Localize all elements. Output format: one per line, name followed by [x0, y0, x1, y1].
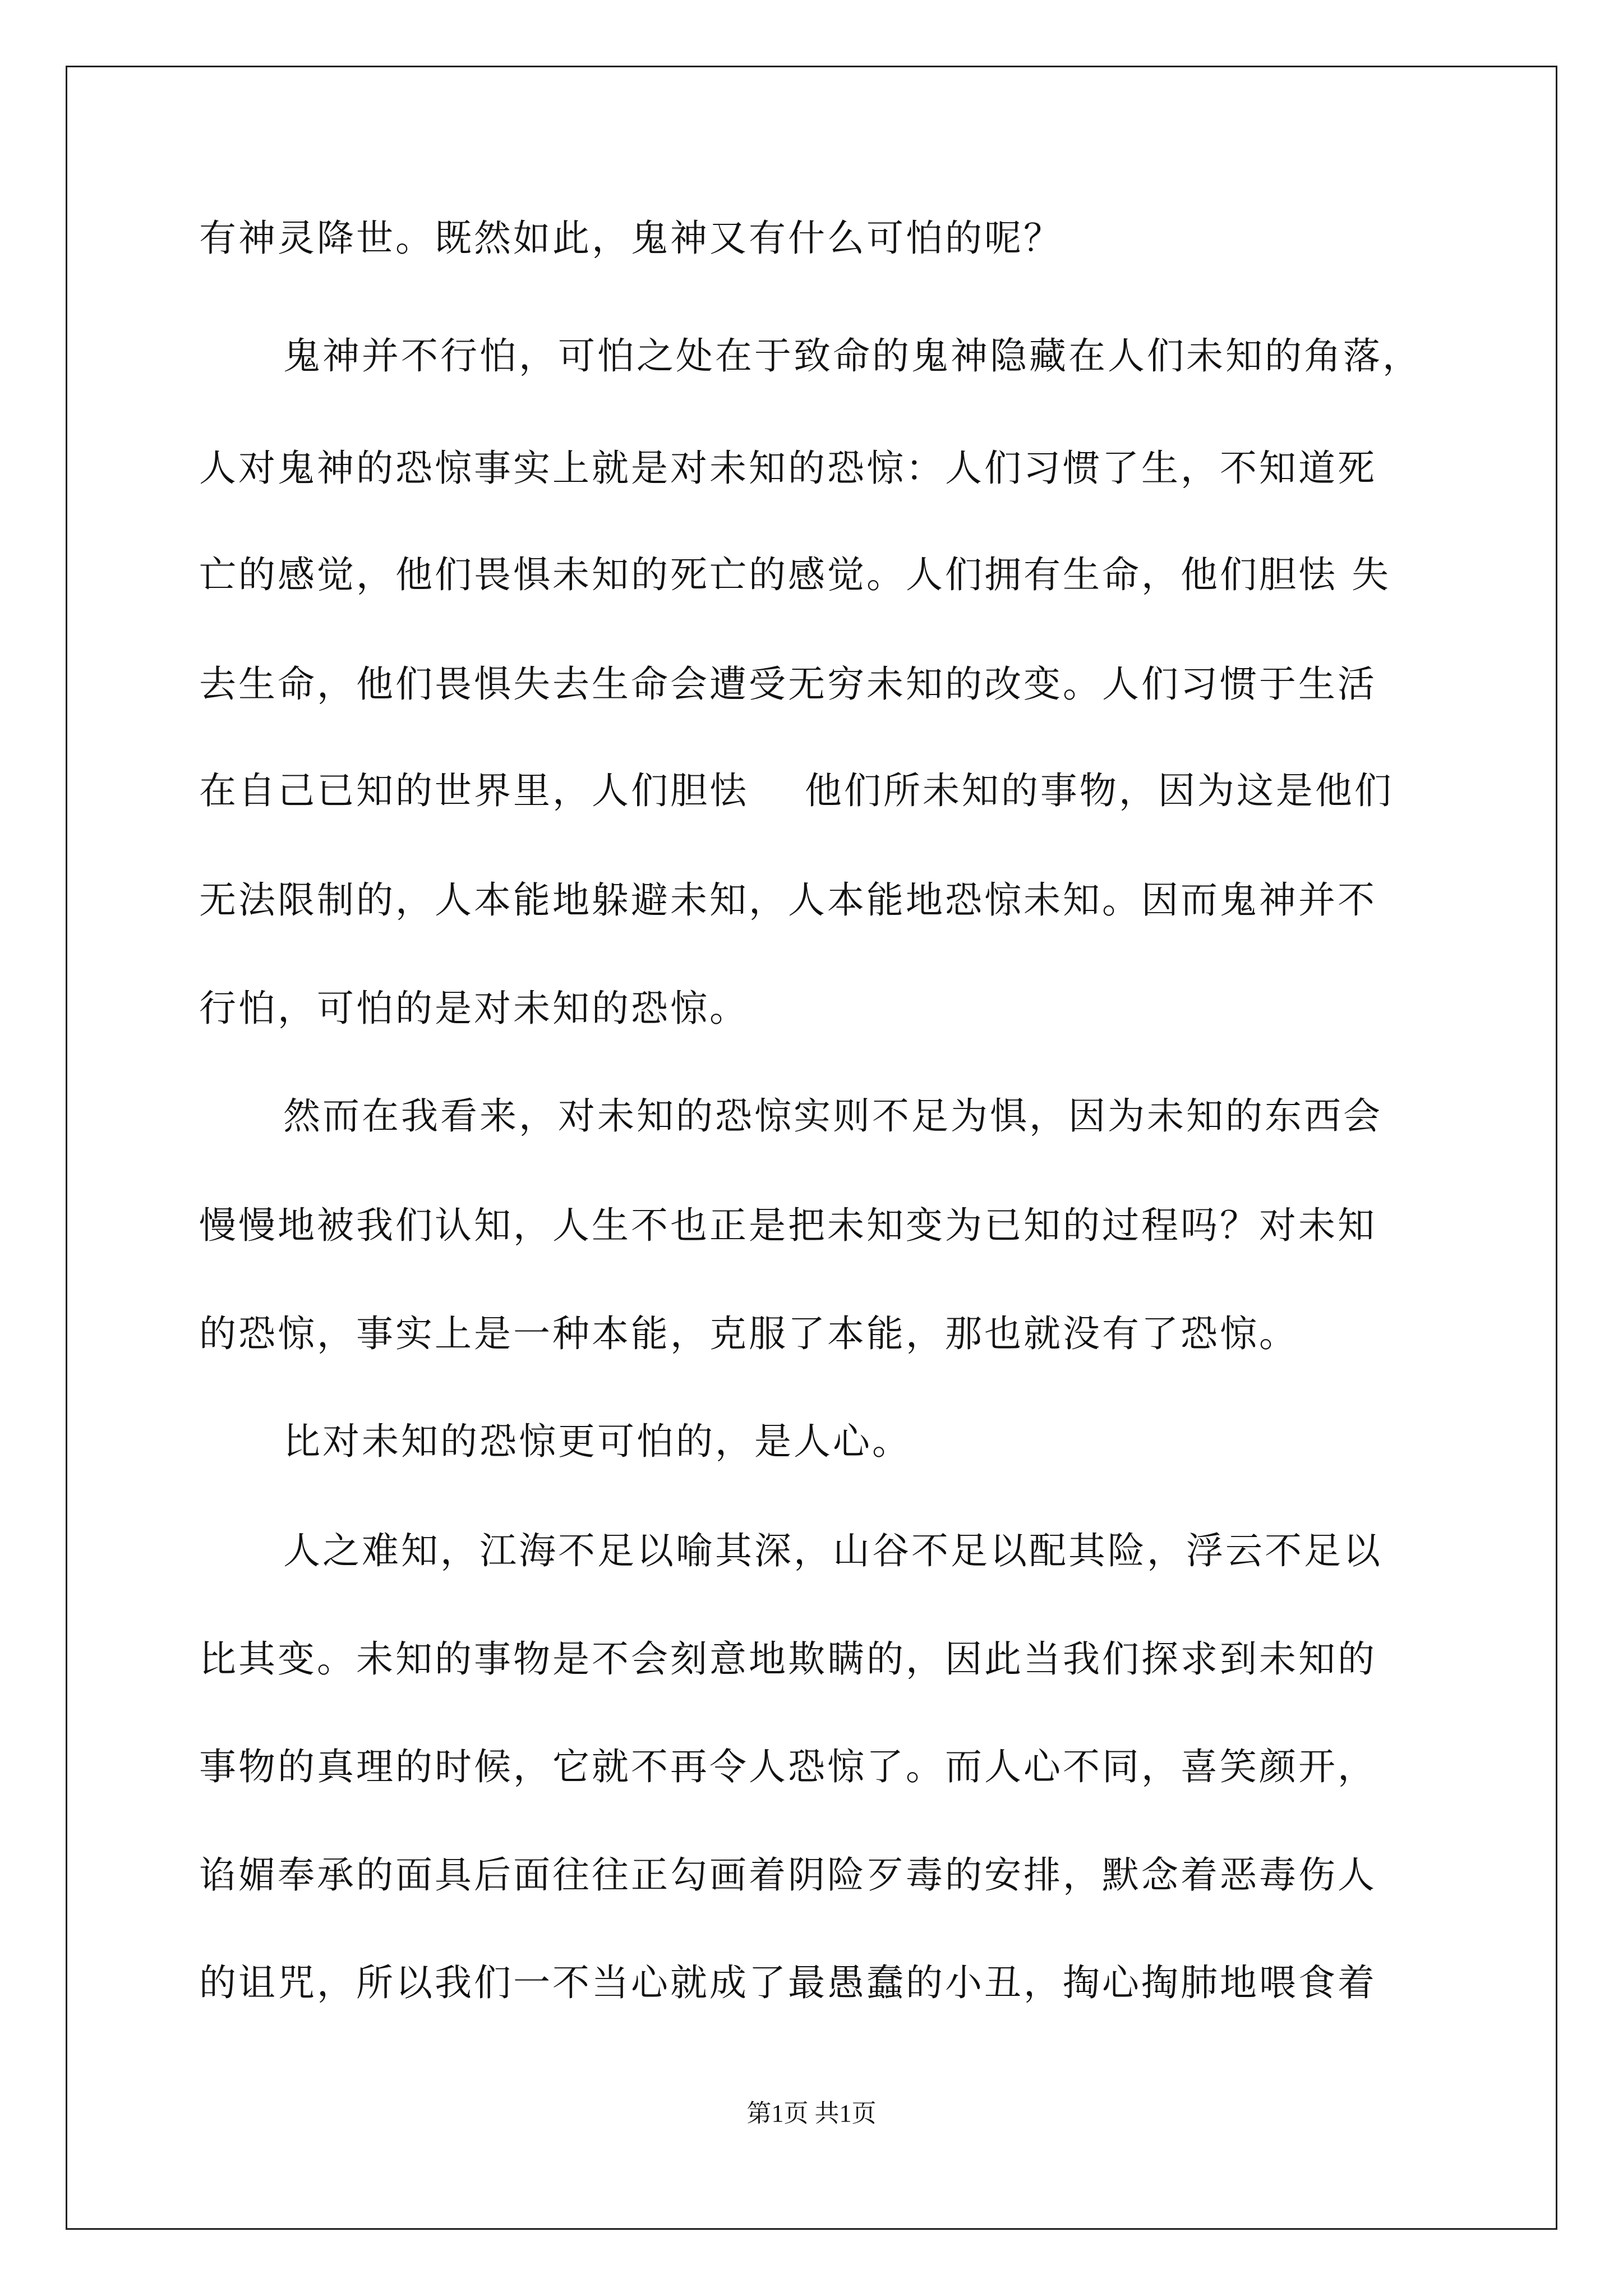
text-line: 事物的真理的时候，它就不再令人恐惊了。而人心不同，喜笑颜开， — [199, 1745, 1377, 1788]
text-line: 去生命，他们畏惧失去生命会遭受无穷未知的改变。人们习惯于生活 — [199, 662, 1377, 706]
paragraph-start-line: 鬼神并不行怕，可怕之处在于致命的鬼神隐藏在人们未知的角落， — [283, 334, 1422, 378]
paragraph-start-line: 比对未知的恐惊更可怕的，是人心。 — [283, 1420, 911, 1463]
paragraph-start-line: 然而在我看来，对未知的恐惊实则不足为惧，因为未知的东西会 — [283, 1094, 1382, 1138]
paragraph-start-line: 人之难知，江海不足以喻其深，山谷不足以配其险，浮云不足以 — [283, 1529, 1382, 1572]
text-line: 有神灵降世。既然如此，鬼神又有什么可怕的呢？ — [199, 217, 1063, 260]
text-line: 的恐惊，事实上是一种本能，克服了本能，那也就没有了恐惊。 — [199, 1312, 1298, 1355]
text-line: 的诅咒，所以我们一不当心就成了最愚蠢的小丑，掏心掏肺地喂食着 — [199, 1961, 1377, 2004]
text-line: 无法限制的，人本能地躲避未知，人本能地恐惊未知。因而鬼神并不 — [199, 878, 1377, 922]
text-line: 比其变。未知的事物是不会刻意地欺瞒的，因此当我们探求到未知的 — [199, 1637, 1377, 1681]
text-line: 谄媚奉承的面具后面往往正勾画着阴险歹毒的安排，默念着恶毒伤人 — [199, 1853, 1377, 1897]
text-line: 在自己已知的世界里，人们胆怯 他们所未知的事物，因为这是他们 — [199, 769, 1394, 812]
page-border — [66, 66, 1557, 2230]
text-line: 慢慢地被我们认知，人生不也正是把未知变为已知的过程吗？对未知 — [199, 1204, 1377, 1247]
text-line: 人对鬼神的恐惊事实上就是对未知的恐惊：人们习惯了生，不知道死 — [199, 447, 1377, 490]
text-line: 亡的感觉，他们畏惧未知的死亡的感觉。人们拥有生命，他们胆怯 失 — [199, 553, 1391, 596]
page-number-footer: 第1页 共1页 — [746, 2100, 877, 2127]
text-line: 行怕，可怕的是对未知的恐惊。 — [199, 987, 749, 1030]
